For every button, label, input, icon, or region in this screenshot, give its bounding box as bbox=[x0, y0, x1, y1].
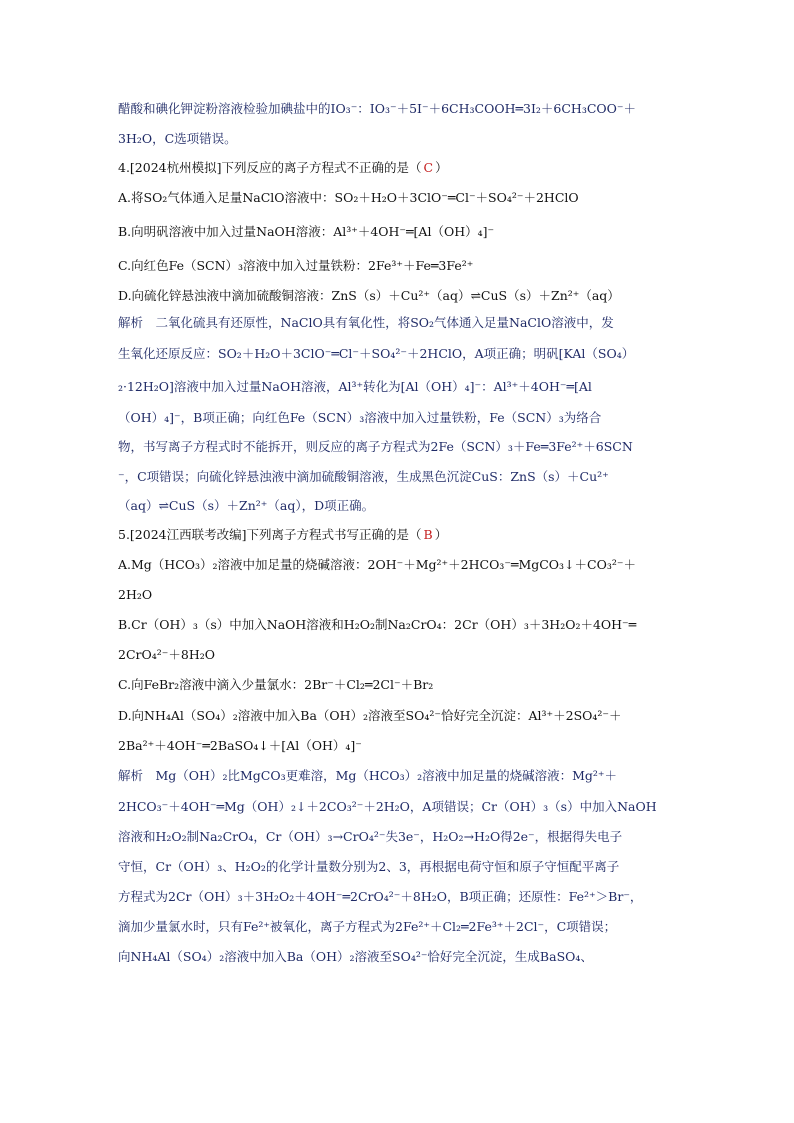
text-line-1: 醋酸和碘化钾淀粉溶液检验加碘盐中的IO₃⁻：IO₃⁻＋5I⁻＋6CH₃COOH═3I₂＋6CH₃COO⁻＋ bbox=[118, 101, 636, 116]
option-4b: B.向明矾溶液中加入过量NaOH溶液：Al³⁺＋4OH⁻═[Al（OH）₄]⁻ bbox=[118, 224, 495, 239]
explanation-5-line-3: 溶液和H₂O₂制Na₂CrO₄，Cr（OH）₃→CrO₄²⁻失3e⁻，H₂O₂→H₂O得2e⁻，根据得失电子 bbox=[118, 829, 623, 844]
option-5a-line-1: A.Mg（HCO₃）₂溶液中加足量的烧碱溶液：2OH⁻＋Mg²⁺＋2HCO₃⁻═MgCO₃↓＋CO₃²⁻＋ bbox=[118, 557, 636, 572]
question-4-answer: C bbox=[423, 160, 434, 175]
explanation-5-line-7: 向NH₄Al（SO₄）₂溶液中加入Ba（OH）₂溶液至SO₄²⁻恰好完全沉淀，生成BaSO₄、 bbox=[118, 949, 593, 964]
explanation-5-line-6: 滴加少量氯水时，只有Fe²⁺被氧化，离子方程式为2Fe²⁺＋Cl₂═2Fe³⁺＋2Cl⁻，C项错误； bbox=[118, 919, 617, 934]
question-4-stem bbox=[118, 158, 678, 178]
text-line-2: 3H₂O，C选项错误。 bbox=[118, 131, 237, 146]
explanation-4-line-4: （OH）₄]⁻，B项正确；向红色Fe（SCN）₃溶液中加入过量铁粉，Fe（SCN）₃为络合 bbox=[118, 410, 602, 425]
explanation-4-line-1: 解析 二氧化硫具有还原性，NaClO具有氧化性，将SO₂气体通入足量NaClO溶液中，发 bbox=[118, 315, 614, 330]
question-5-stem-text: 5.[2024江西联考改编]下列离子方程式书写正确的是（ bbox=[118, 527, 422, 542]
explanation-5-line-5: 方程式为2Cr（OH）₃＋3H₂O₂＋4OH⁻═2CrO₄²⁻＋8H₂O，B项正确；还原性：Fe²⁺＞Br⁻， bbox=[118, 889, 643, 904]
option-5b-line-1: B.Cr（OH）₃（s）中加入NaOH溶液和H₂O₂制Na₂CrO₄：2Cr（OH）₃＋3H₂O₂＋4OH⁻═ bbox=[118, 617, 637, 632]
explanation-4-line-2: 生氧化还原反应：SO₂＋H₂O＋3ClO⁻═Cl⁻＋SO₄²⁻＋2HClO，A项正确；明矾[KAl（SO₄） bbox=[118, 346, 635, 361]
explanation-4-line-5: 物，书写离子方程式时不能拆开，则反应的离子方程式为2Fe（SCN）₃＋Fe═3Fe²⁺＋6SCN bbox=[118, 439, 633, 454]
question-4-stem-text: 4.[2024杭州模拟]下列反应的离子方程式不正确的是（ bbox=[118, 160, 422, 175]
explanation-4-line-6: ⁻，C项错误；向硫化锌悬浊液中滴加硫酸铜溶液，生成黑色沉淀CuS：ZnS（s）＋Cu²⁺ bbox=[118, 469, 609, 484]
option-4c: C.向红色Fe（SCN）₃溶液中加入过量铁粉：2Fe³⁺＋Fe═3Fe²⁺ bbox=[118, 258, 474, 273]
question-5-stem bbox=[118, 525, 678, 545]
option-4d: D.向硫化锌悬浊液中滴加硫酸铜溶液：ZnS（s）＋Cu²⁺（aq）⇌CuS（s）＋Zn²⁺（aq） bbox=[118, 288, 620, 303]
explanation-5-line-4: 守恒，Cr（OH）₃、H₂O₂的化学计量数分别为2、3，再根据电荷守恒和原子守恒配平离子 bbox=[118, 859, 620, 874]
option-5c: C.向FeBr₂溶液中滴入少量氯水：2Br⁻＋Cl₂═2Cl⁻＋Br₂ bbox=[118, 677, 434, 692]
explanation-5-line-1: 解析 Mg（OH）₂比MgCO₃更难溶，Mg（HCO₃）₂溶液中加足量的烧碱溶液：Mg²⁺＋ bbox=[118, 768, 618, 783]
question-4-bracket-close: ） bbox=[435, 160, 448, 175]
question-5-answer: B bbox=[423, 527, 433, 542]
explanation-4-line-3: ₂·12H₂O]溶液中加入过量NaOH溶液，Al³⁺转化为[Al（OH）₄]⁻：Al³⁺＋4OH⁻═[Al bbox=[118, 379, 592, 394]
option-5a-line-2: 2H₂O bbox=[118, 587, 153, 602]
option-4a: A.将SO₂气体通入足量NaClO溶液中：SO₂＋H₂O＋3ClO⁻═Cl⁻＋SO₄²⁻＋2HClO bbox=[118, 190, 579, 205]
option-5d-line-2: 2Ba²⁺＋4OH⁻═2BaSO₄↓＋[Al（OH）₄]⁻ bbox=[118, 738, 362, 753]
option-5d-line-1: D.向NH₄Al（SO₄）₂溶液中加入Ba（OH）₂溶液至SO₄²⁻恰好完全沉淀：Al³⁺＋2SO₄²⁻＋ bbox=[118, 708, 622, 723]
explanation-5-line-2: 2HCO₃⁻＋4OH⁻═Mg（OH）₂↓＋2CO₃²⁻＋2H₂O，A项错误；Cr（OH）₃（s）中加入NaOH bbox=[118, 799, 657, 814]
question-5-bracket-close: ） bbox=[434, 527, 448, 542]
option-5b-line-2: 2CrO₄²⁻＋8H₂O bbox=[118, 647, 215, 662]
explanation-4-line-7: （aq）⇌CuS（s）＋Zn²⁺（aq），D项正确。 bbox=[118, 498, 375, 513]
